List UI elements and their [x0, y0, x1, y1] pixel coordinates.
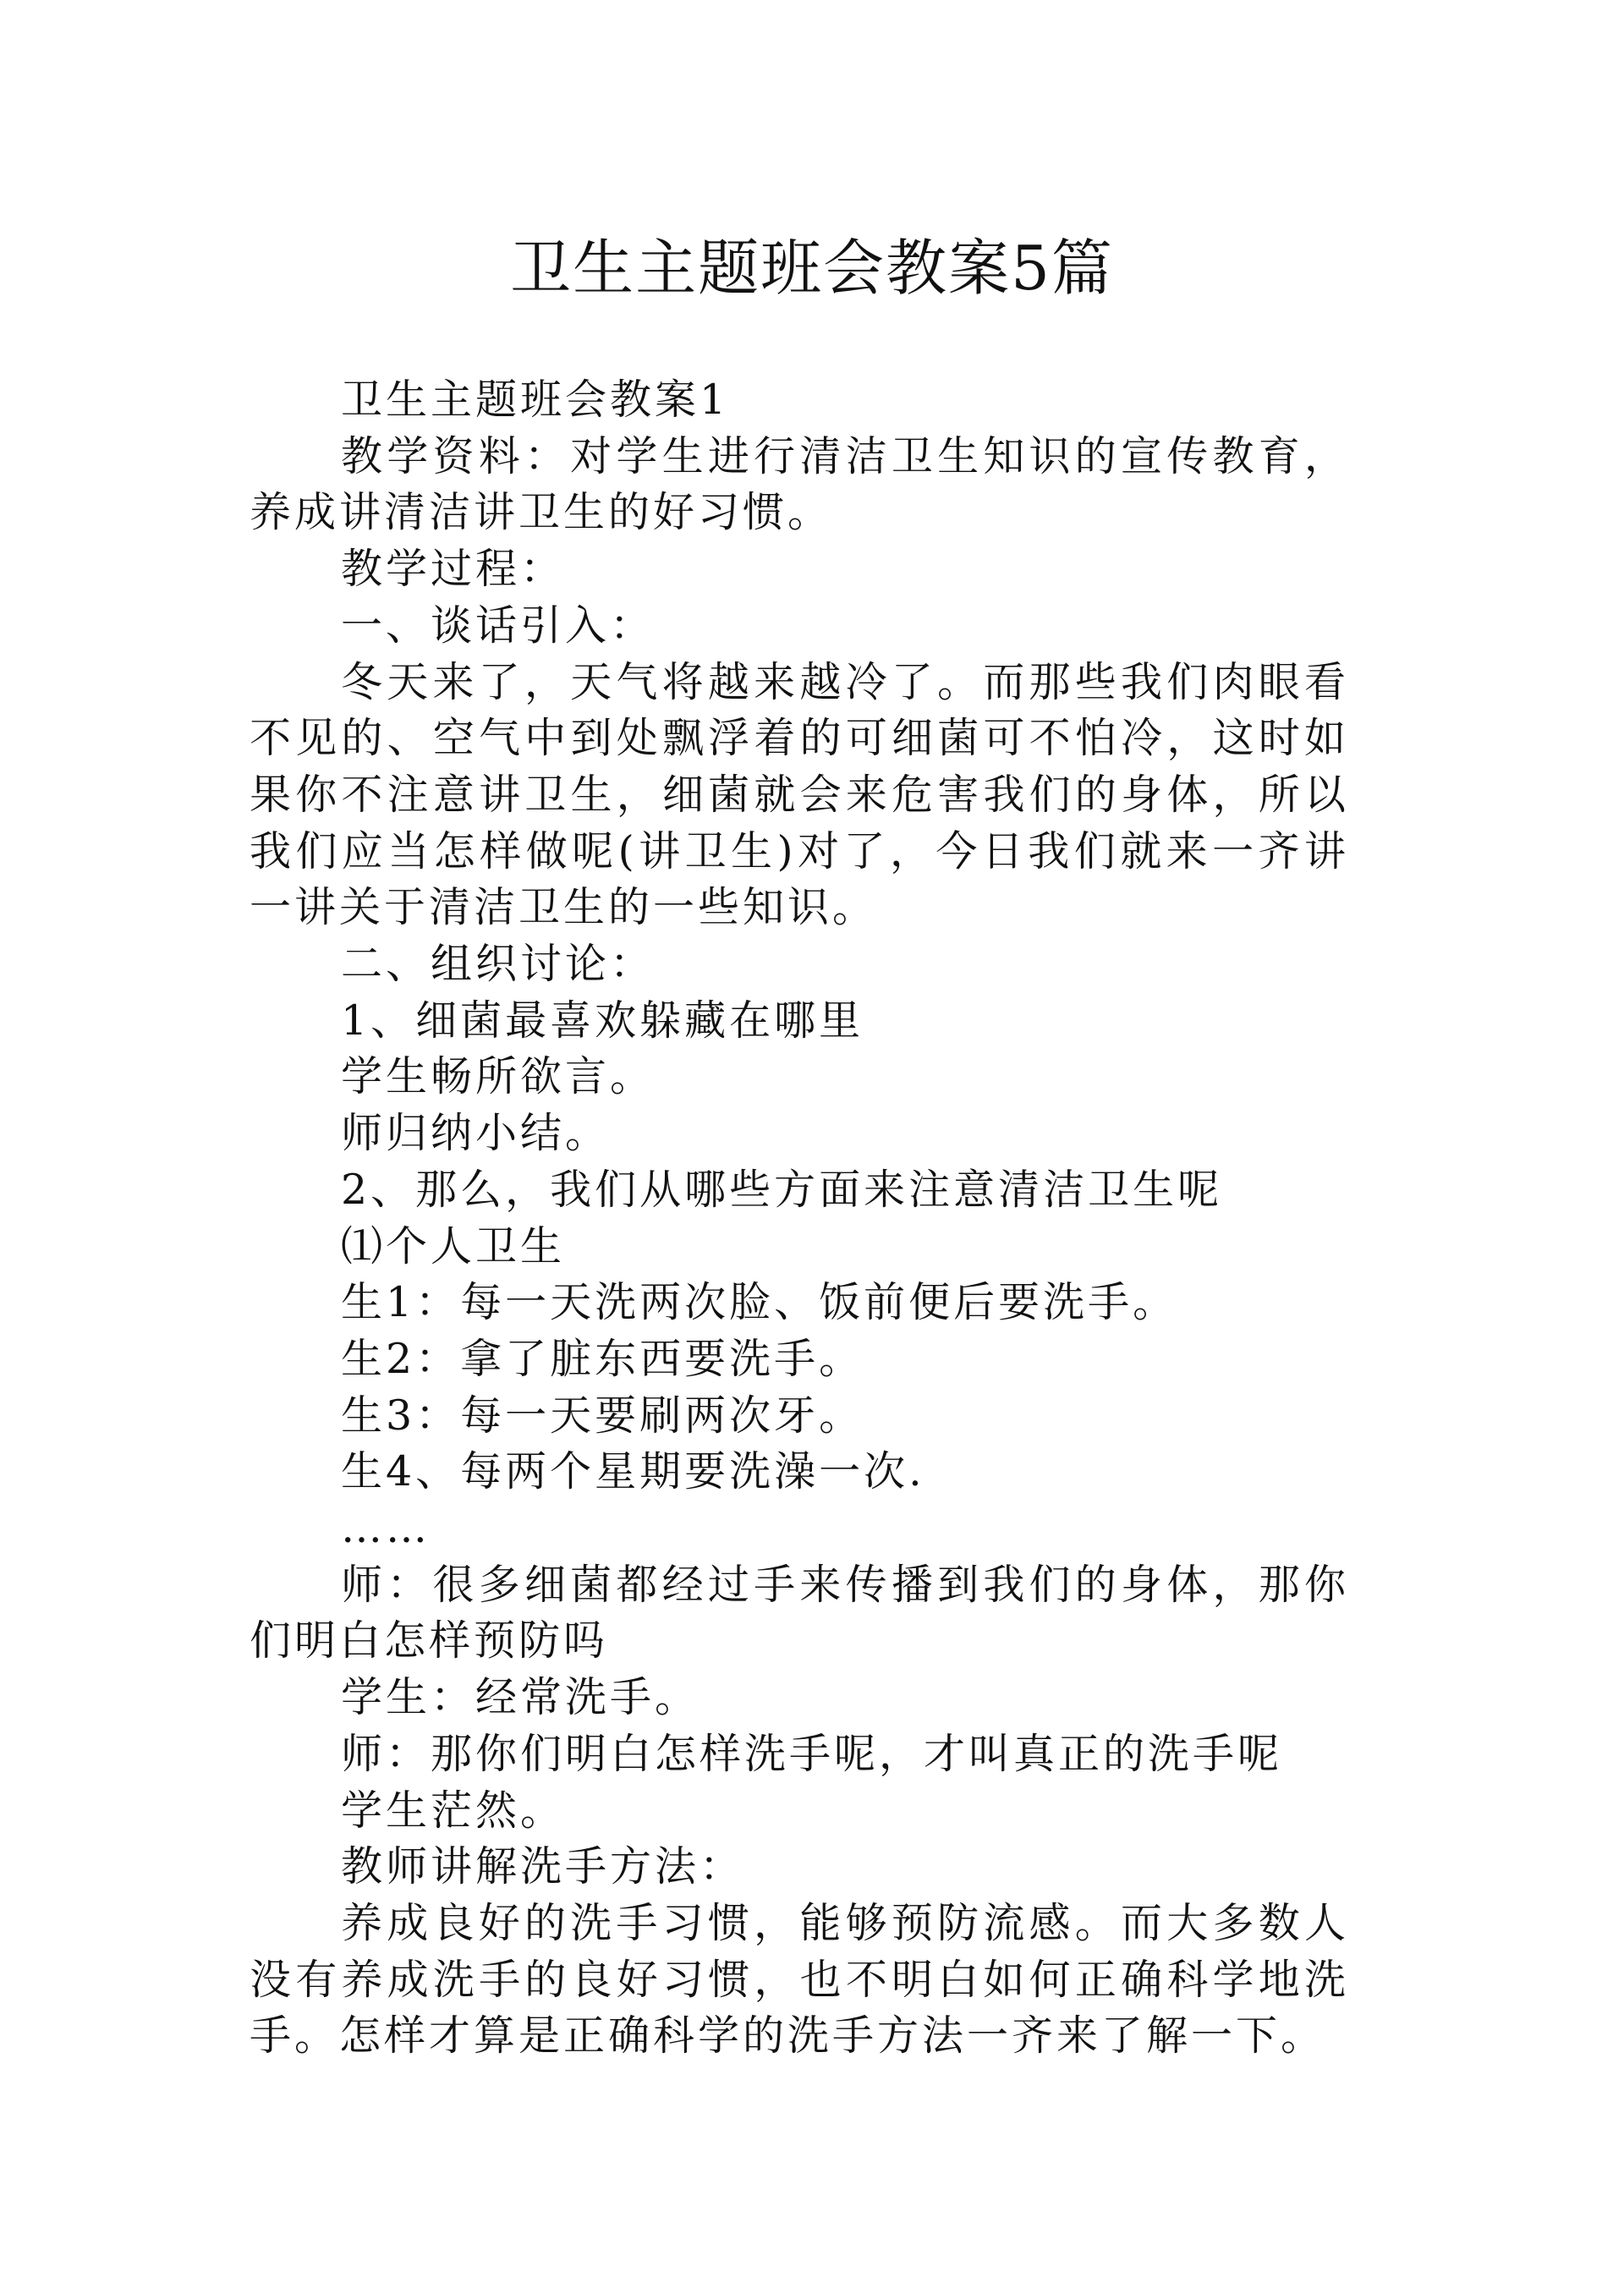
- paragraph-student-four: 生4、每两个星期要洗澡一次.: [341, 1447, 925, 1496]
- paragraph-teacher-question: 师：很多细菌都经过手来传播到我们的身体，那你们明白怎样预防吗: [250, 1560, 1349, 1666]
- paragraph-students-speak: 学生畅所欲言。: [341, 1052, 656, 1101]
- paragraph-teaching-content: 教学资料：对学生进行清洁卫生知识的宣传教育，养成讲清洁讲卫生的好习惯。: [250, 431, 1349, 537]
- paragraph-section-heading: 卫生主题班会教案1: [341, 376, 730, 424]
- paragraph-student-answer: 学生：经常洗手。: [341, 1673, 700, 1722]
- paragraph-student-three: 生3：每一天要刷两次牙。: [341, 1391, 864, 1440]
- paragraph-winter-intro: 冬天来了，天气将越来越冷了。而那些我们肉眼看不见的、空气中到处飘浮着的可细菌可不怕冷，这时如果你不注意讲卫生，细菌就会来危害我们的身体，所以我们应当怎样做呢(讲卫生)对了，今日我们就来一齐讲一讲关于清洁卫生的一些知识。: [250, 657, 1349, 932]
- paragraph-question-one: 1、细菌最喜欢躲藏在哪里: [341, 996, 864, 1045]
- document-title: 卫生主题班会教案5篇: [510, 233, 1114, 304]
- paragraph-student-two: 生2：拿了脏东西要洗手。: [341, 1334, 864, 1383]
- paragraph-question-two: 2、那么，我们从哪些方面来注意清洁卫生呢: [341, 1165, 1223, 1214]
- paragraph-ellipsis: ……: [341, 1504, 431, 1553]
- paragraph-handwashing-habit: 养成良好的洗手习惯，能够预防流感。而大多数人没有养成洗手的良好习惯，也不明白如何正确科学地洗手。怎样才算是正确科学的洗手方法一齐来了解一下。: [250, 1898, 1349, 2061]
- paragraph-personal-hygiene: ⑴个人卫生: [341, 1221, 566, 1270]
- paragraph-teacher-summary: 师归纳小结。: [341, 1109, 611, 1158]
- paragraph-teaching-process: 教学过程：: [341, 545, 566, 594]
- paragraph-step-one: 一、谈话引入：: [341, 601, 656, 650]
- paragraph-step-two: 二、组织讨论：: [341, 940, 656, 989]
- paragraph-student-one: 生1：每一天洗两次脸、饭前便后要洗手。: [341, 1278, 1178, 1327]
- paragraph-students-confused: 学生茫然。: [341, 1786, 566, 1835]
- document-body: [250, 372, 1349, 2065]
- paragraph-handwashing-method: 教师讲解洗手方法：: [341, 1842, 745, 1891]
- paragraph-teacher-followup: 师：那你们明白怎样洗手呢，才叫真正的洗手呢: [341, 1729, 1283, 1778]
